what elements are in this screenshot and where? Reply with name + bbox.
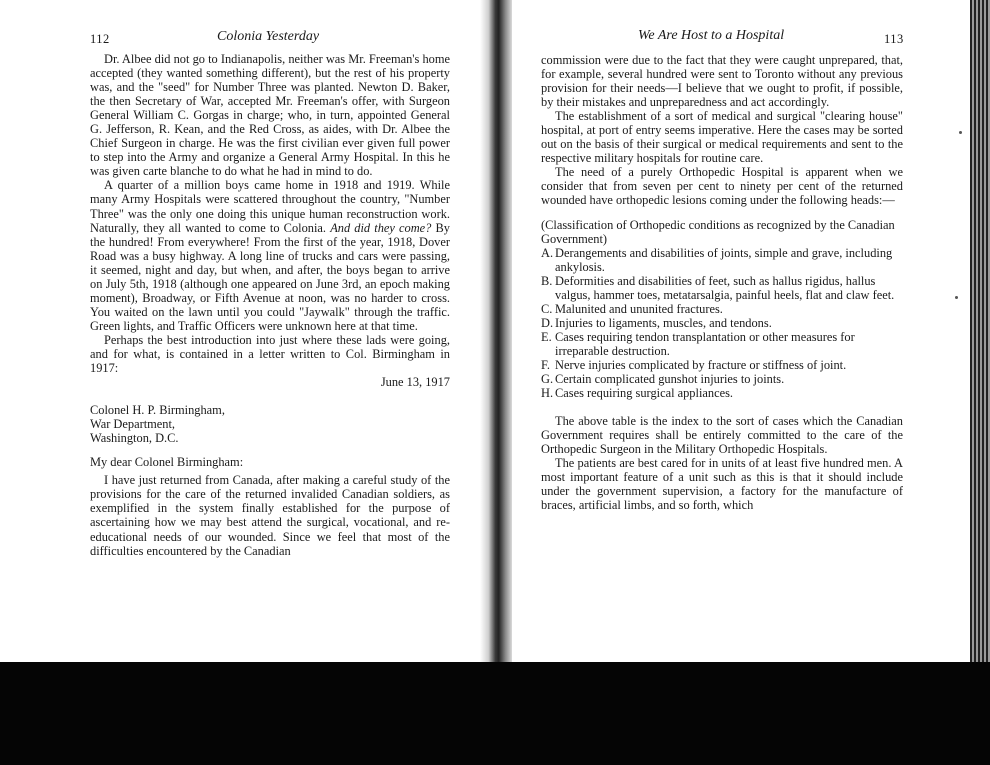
scan-speck <box>955 296 958 299</box>
classification-item <box>541 358 903 372</box>
letter-address-line: War Department, <box>90 417 176 432</box>
item-letter: H. <box>541 386 554 401</box>
item-letter: A. <box>541 245 554 260</box>
paragraph: The above table is the index to the sort of cases which the Canadian Government requires shall be entirely committed to the care of the Orthopedic Surgeon in the Military Orthopedic Hospitals. <box>541 414 903 457</box>
spacer <box>90 389 450 403</box>
right-page <box>512 0 974 662</box>
item-text: Cases requiring surgical appliances. <box>555 386 734 401</box>
right-running-title: We Are Host to a Hospital <box>638 28 785 43</box>
item-text: Malunited and ununited fractures. <box>555 301 723 316</box>
item-letter: E. <box>541 329 552 344</box>
classification-item <box>541 372 903 386</box>
paragraph: commission were due to the fact that they were caught unprepared, that, for example, several hundred were sent to Toronto without any previous provision for their needs—I believe that we ought to profit, if possible, by their mistakes and unpreparedness and act accordingly. <box>541 53 903 110</box>
paragraph: The establishment of a sort of medical and surgical "clearing house" hospital, at port of entry seems imperative. Here the cases may be sorted out on the basis of their surgical or medical requirements and sent to the respective military hospitals for routine care. <box>541 109 903 166</box>
classification-item <box>541 302 903 316</box>
paragraph-text: By the hundred! From everywhere! From the first of the year, 1918, Dover Road was a busy highway. A long line of trucks and cars were passing, it seemed, night and day, but when, and after, the boys began to arrive on July 5th, 1918 (although one appeared on June 3rd, an epoch making moment), Broadway, or Fifth Avenue at noon, was no harder to cross. You waited on the lawn until you could "Jaywalk" through the traffic. Green lights, and Traffic Officers were unknown here at that time. <box>90 220 451 333</box>
paragraph: The patients are best cared for in units of at least five hundred men. A most important feature of a unit such as this is that it should include under the government supervision, a factory for the manufacture of braces, artificial limbs, and so forth, which <box>541 456 903 513</box>
paragraph: Dr. Albee did not go to Indianapolis, neither was Mr. Freeman's home accepted (they wanted something different), but the rest of his property was, and the "seed" for Number Three was planted. Newton D. Baker, the then Secretary of War, accepted Mr. Freeman's offer, with Surgeon General William C. Gorgas in charge; who, in turn, appointed General G. Jefferson, R. Kean, and the Red Cross, as aides, with Dr. Albee the Chief Surgeon in charge. He was the first civilian ever given full power to step into the Army and organize a General Army Hospital. In this he was given carte blanche to do what he had in mind to do. <box>90 52 450 179</box>
item-text: Injuries to ligaments, muscles, and tendons. <box>555 315 772 330</box>
right-page-edges <box>970 0 990 668</box>
spacer <box>541 400 903 414</box>
paragraph: The need of a purely Orthopedic Hospital is apparent when we consider that from seven per cent to ninety per cent of the returned wounded have orthopedic lesions coming under the following heads:— <box>541 165 903 208</box>
classification-item <box>541 246 903 274</box>
letter-body: I have just returned from Canada, after making a careful study of the provisions for the care of the returned invalided Canadian soldiers, as exemplified in the system finally established for the purpose of ascertaining how we may best attend the surgical, vocational, and re-educational needs of our wounded. Since we feel that most of the difficulties encountered by the Canadian <box>90 473 450 558</box>
paragraph: Perhaps the best introduction into just where these lads were going, and for what, is contained in a letter written to Col. Birmingham in 1917: <box>90 332 450 376</box>
scanner-bed-shadow <box>0 662 990 765</box>
item-letter: G. <box>541 372 554 387</box>
item-letter: B. <box>541 273 553 288</box>
classification-item <box>541 316 903 330</box>
item-letter: D. <box>541 315 554 330</box>
classification-item <box>541 274 903 302</box>
classification-heading: (Classification of Orthopedic conditions as recognized by the Canadian Government) <box>541 217 895 246</box>
book-gutter <box>480 0 514 668</box>
italic-question: And did they come? <box>330 220 432 235</box>
item-text: Derangements and disabilities of joints, simple and grave, including ankylosis. <box>555 245 893 274</box>
item-text: Certain complicated gunshot injuries to joints. <box>555 372 785 387</box>
right-body-text <box>541 53 903 512</box>
left-page <box>0 0 488 662</box>
classification-item <box>541 386 903 400</box>
scan-speck <box>959 131 962 134</box>
item-letter: C. <box>541 301 553 316</box>
spacer <box>90 445 450 455</box>
letter-address-line: Colonel H. P. Birmingham, <box>90 403 225 418</box>
paragraph <box>90 178 450 333</box>
paragraph-text: A quarter of a million boys came home in 1918 and 1919. While many Army Hospitals were scattered throughout the country, "Number Three" was the only one doing this unique human reconstruction work. Naturally, they all wanted to come to Colonia. <box>90 178 450 235</box>
item-letter: F. <box>541 357 550 372</box>
letter-date: June 13, 1917 <box>380 375 450 390</box>
spacer <box>541 208 903 218</box>
classification-item <box>541 330 903 358</box>
letter-address-line: Washington, D.C. <box>90 431 179 446</box>
item-text: Cases requiring tendon transplantation or other measures for irreparable destruction. <box>555 329 855 358</box>
left-page-number: 112 <box>90 32 110 46</box>
item-text: Nerve injuries complicated by fracture or stiffness of joint. <box>555 357 847 372</box>
left-body-text <box>90 52 450 558</box>
letter-salutation: My dear Colonel Birmingham: <box>90 455 244 470</box>
item-text: Deformities and disabilities of feet, such as hallus rigidus, hallus valgus, hammer toes, metatarsalgia, painful heels, flat and claw feet. <box>555 273 895 302</box>
right-page-number: 113 <box>884 32 904 46</box>
left-running-title: Colonia Yesterday <box>217 29 320 44</box>
